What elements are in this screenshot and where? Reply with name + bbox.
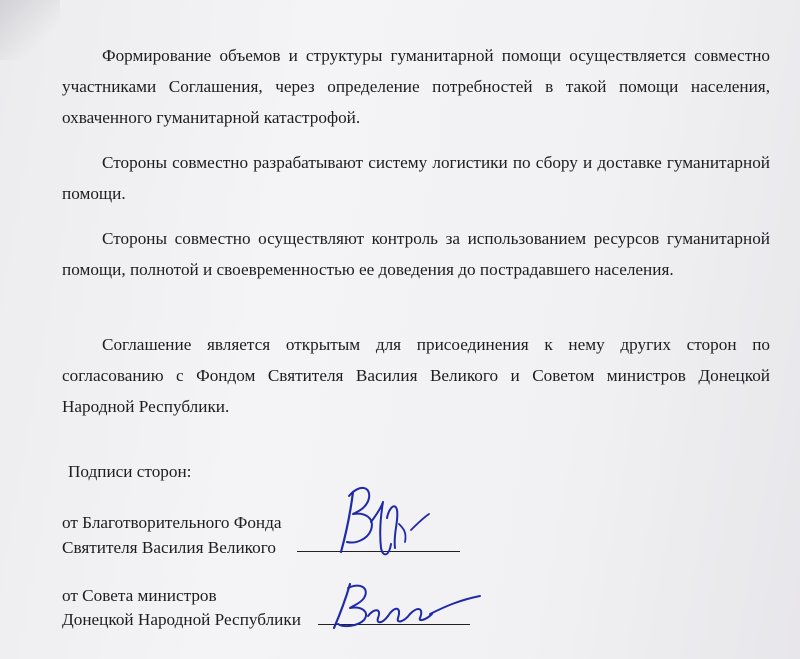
paragraph-humanitarian-aid-volumes: Формирование объемов и структуры гуманитарной помощи осуществляется совместно участниками Соглашения, через определение потребностей в такой помощи населения, охваченного гуманитарной катастрофой.: [62, 46, 770, 127]
fund-label-line1: от Благотворительного Фонда: [62, 513, 282, 532]
council-signature-icon: [320, 578, 500, 638]
signatures-heading: Подписи сторон:: [68, 462, 192, 481]
council-label-line1: от Совета министров: [62, 586, 217, 605]
page-corner-shadow: [0, 0, 60, 60]
council-label-line2: Донецкой Народной Республики: [62, 610, 301, 629]
fund-signature-icon: [325, 478, 445, 568]
fund-label-line2: Святителя Василия Великого: [62, 538, 276, 557]
paragraph-control: Стороны совместно осуществляют контроль за использованием ресурсов гуманитарной помощи, полнотой и своевременностью ее доведения до пострадавшего населения.: [62, 229, 770, 279]
paragraph-open-agreement: Соглашение является открытым для присоединения к нему других сторон по согласованию с Фондом Святителя Василия Великого и Советом министров Донецкой Народной Республики.: [62, 335, 770, 416]
paragraph-logistics: Стороны совместно разрабатывают систему логистики по сбору и доставке гуманитарной помощи.: [62, 153, 770, 203]
